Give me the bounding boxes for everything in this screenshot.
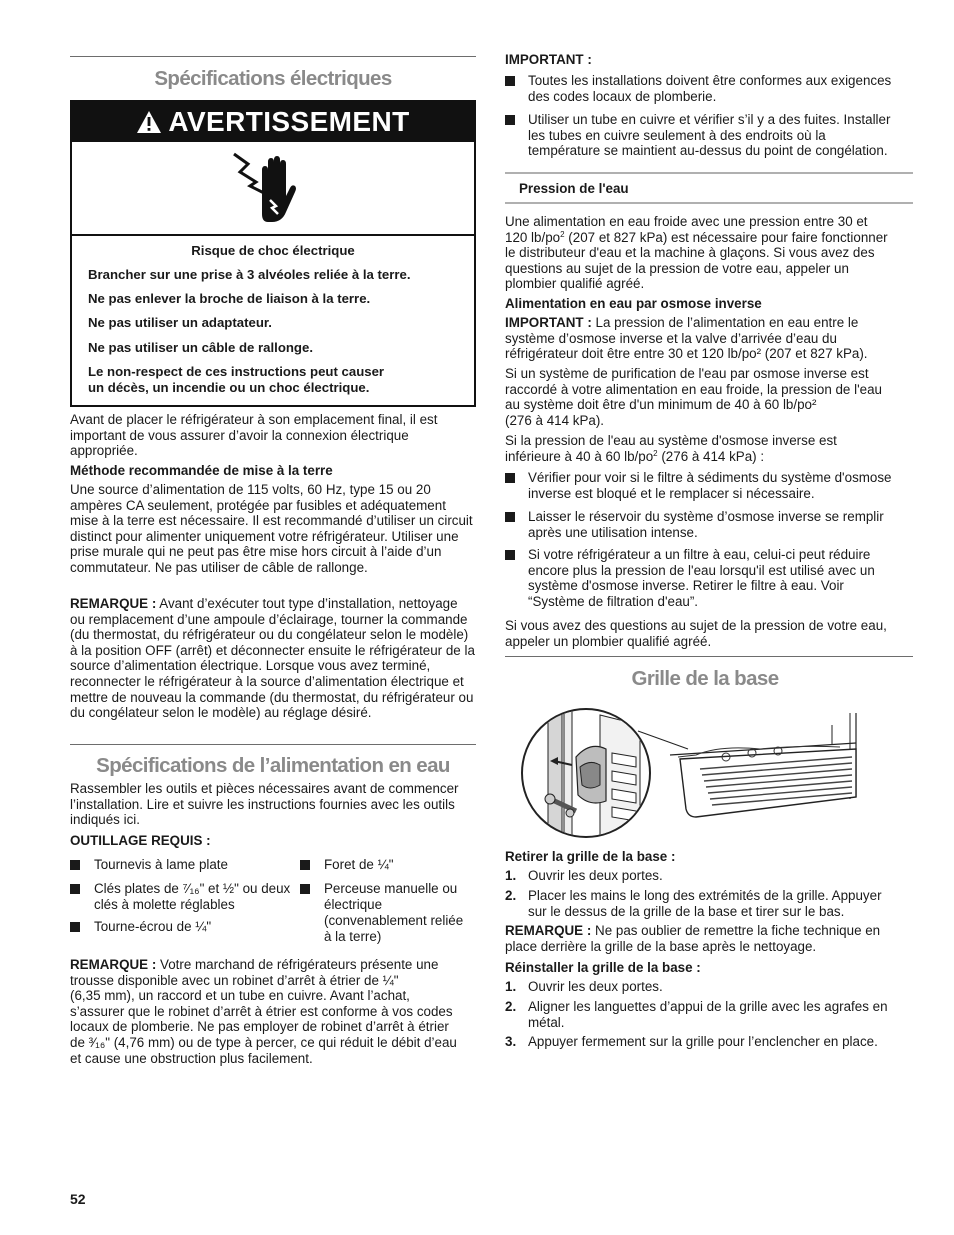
pressure-line: Une alimentation en eau froide avec une pression entre 30 et xyxy=(505,214,868,229)
important-bullet-line: Utiliser un tube en cuivre et vérifier s’il y a des fuites. Installer xyxy=(528,112,891,127)
osmosis-bullet-line: système d'osmose inverse. Retirer le filtre à eau. Voir xyxy=(528,578,844,594)
tool-item: Clés plates de ⁷⁄₁₆" et ½" ou deux xyxy=(94,881,291,896)
osmosis-bullet-line: encore plus la pression de l'eau lorsqu'il est utilisé avec un xyxy=(528,562,875,578)
warning-line: Ne pas utiliser un adaptateur. xyxy=(88,315,272,330)
osmosis-line-text: (276 à 414 kPa) : xyxy=(661,448,765,464)
step-number: 1. xyxy=(505,979,517,994)
bullet xyxy=(505,512,515,522)
base-grille-illustration xyxy=(520,705,860,843)
page-number: 52 xyxy=(70,1191,86,1207)
step-text: Placer les mains le long des extrémités de la grille. Appuyer xyxy=(528,888,882,903)
pressure-line: 120 $lb/po^2$ (207 et 827 kPa) est nécessaire pour faire fonctionner xyxy=(505,229,888,245)
pressure-line: plombier qualifié agréé. xyxy=(505,276,645,292)
important-bullet-line: les tubes en cuivre seulement à des endroits où la xyxy=(528,127,826,143)
important-bullet-line: température se maintient au-dessus du point de congélation. xyxy=(528,143,888,159)
osmosis-line: inférieure à 40 à 60 $lb/po^2$ (276 à 414 kPa) : xyxy=(505,448,765,464)
osmosis-bullet-line: après une utilisation intense. xyxy=(528,524,698,540)
remark-2-line: et cause une obstruction plus facilement. xyxy=(70,1050,313,1066)
tool-item: Tourne-écrou de ¼" xyxy=(94,919,212,934)
warning-box xyxy=(70,100,476,407)
electrical-intro: Avant de placer le réfrigérateur à son emplacement final, il est important de vous assurer d’avoir la connexion électrique appropriée. xyxy=(70,412,438,459)
step-number: 3. xyxy=(505,1034,517,1049)
osmosis-bullet-line: inverse est bloqué et le remplacer si nécessaire. xyxy=(528,485,815,501)
remark-3-text: Ne pas oublier de remettre la fiche technique en xyxy=(595,923,881,938)
osmosis-important-line: réfrigérateur doit être entre 30 et 120 lb/po² (207 et 827 kPa). xyxy=(505,346,868,362)
osmosis-important-label: IMPORTANT : xyxy=(505,315,592,330)
step-text: Ouvrir les deux portes. xyxy=(528,979,663,994)
tools-heading: OUTILLAGE REQUIS : xyxy=(70,833,211,848)
warning-icon-area xyxy=(72,142,474,236)
bullet xyxy=(300,860,310,870)
osmosis-important-line: système d’osmose inverse et la valve d’arrivée d’eau du xyxy=(505,330,837,346)
pressure-line: le distributeur d'eau et la machine à glaçons. Si vous avez des xyxy=(505,245,875,261)
tool-item: (convenablement reliée xyxy=(324,913,464,928)
warning-triangle-icon xyxy=(136,105,162,145)
reinstall-grille-heading: Réinstaller la grille de la base : xyxy=(505,960,701,975)
osmosis-bullet-line: “Système de filtration d'eau”. xyxy=(528,593,699,609)
osmosis-line: Si la pression de l'eau au système d'osmose inverse est xyxy=(505,433,837,448)
pressure-line-text: (207 et 827 kPa) est nécessaire pour faire fonctionner xyxy=(568,229,888,245)
remark-2-line: s’assurer que le robinet d’arrêt à étrier est conforme à vos codes xyxy=(70,1003,453,1019)
tool-item: Tournevis à lame plate xyxy=(94,857,228,872)
important-heading: IMPORTANT : xyxy=(505,52,592,67)
osmosis-important-text: La pression de l’alimentation en eau entre le xyxy=(595,315,859,330)
step-text: Appuyer fermement sur la grille pour l’enclencher en place. xyxy=(528,1034,878,1049)
tool-item: à la terre) xyxy=(324,929,382,944)
bullet xyxy=(70,884,80,894)
pressure-rule-top xyxy=(505,172,913,174)
bullet xyxy=(70,922,80,932)
water-intro: Rassembler les outils et pièces nécessaires avant de commencer l’installation. Lire et suivre les instructions fournies avec les outils indiqués ici. xyxy=(70,781,459,828)
bullet xyxy=(70,860,80,870)
osmosis-end-line: appeler un plombier qualifié agréé. xyxy=(505,633,712,649)
base-grille-heading: Grille de la base xyxy=(631,667,779,690)
warning-line: Ne pas utiliser un câble de rallonge. xyxy=(88,340,313,355)
remark-3-label: REMARQUE : xyxy=(505,923,592,938)
step-number: 1. xyxy=(505,868,517,883)
bullet xyxy=(300,884,310,894)
electrical-specs-heading: Spécifications électriques xyxy=(154,67,392,90)
osmosis-line: Si un système de purification de l'eau par osmose inverse est xyxy=(505,366,869,381)
electric-shock-hand-icon xyxy=(232,150,302,230)
tool-item: Foret de ¼" xyxy=(324,857,394,872)
warning-line: Le non-respect de ces instructions peut causer xyxy=(88,364,385,379)
bullet xyxy=(505,550,515,560)
warning-line: un décès, un incendie ou un choc électrique. xyxy=(88,380,370,395)
osmosis-important-line xyxy=(505,315,858,331)
bullet xyxy=(505,76,515,86)
step-number: 2. xyxy=(505,999,517,1014)
pressure-rule-bottom xyxy=(505,202,913,204)
pressure-line: questions au sujet de la pression de votre eau, appeler un xyxy=(505,260,849,276)
grille-rule xyxy=(505,656,913,657)
remark-1-text: Avant d’exécuter tout type d’installation, nettoyage ou remplacement d’une ampoule d’éclairage, tourner la commande (du thermostat, du réfrigérateur ou du congélateur selon le modèle) à la position OFF (arrêt) et déconnecter ensuite le réfrigérateur de la source d’alimentation électrique. Lorsque vous avez terminé, reconnecter le réfrigérateur à la source d’alimentation électrique et mettre de nouveau la commande (du thermostat, du réfrigérateur ou du congélateur selon le modèle) au réglage désiré. xyxy=(70,596,475,721)
remark-2-label: REMARQUE : xyxy=(70,957,157,972)
step-text: métal. xyxy=(528,1014,565,1030)
osmosis-heading: Alimentation en eau par osmose inverse xyxy=(505,296,762,311)
warning-line: Brancher sur une prise à 3 alvéoles reliée à la terre. xyxy=(88,267,411,282)
step-number: 2. xyxy=(505,888,517,903)
remark-2-line: locaux de plomberie. Ne pas employer de robinet d’arrêt à étrier xyxy=(70,1019,449,1035)
tool-item: électrique xyxy=(324,897,383,912)
pressure-unit: 120 lb/po xyxy=(505,229,561,245)
osmosis-bullet-line: Si votre réfrigérateur a un filtre à eau, celui-ci peut réduire xyxy=(528,547,871,562)
remark-2-line: de ³⁄₁₆" (4,76 mm) ou de type à percer, ce qui réduit le débit d’eau xyxy=(70,1035,457,1050)
important-bullet-line: Toutes les installations doivent être conformes aux exigences xyxy=(528,73,892,88)
top-rule xyxy=(70,56,476,57)
remark-3-line: place derrière la grille de la base après le nettoyage. xyxy=(505,938,817,954)
step-text: Ouvrir les deux portes. xyxy=(528,868,663,883)
remark-3-line xyxy=(505,923,880,939)
osmosis-end-line: Si vous avez des questions au sujet de la pression de votre eau, xyxy=(505,618,887,633)
water-pressure-heading: Pression de l'eau xyxy=(519,181,629,196)
remark-2-line: trousse disponible avec un robinet d’arrêt à étrier de ¼" xyxy=(70,972,399,988)
remark-1 xyxy=(70,596,476,721)
warning-line: Ne pas enlever la broche de liaison à la terre. xyxy=(88,291,371,306)
remark-2-line: Votre marchand de réfrigérateurs présente une xyxy=(160,957,439,972)
bullet xyxy=(505,115,515,125)
step-text: sur le dessus de la grille de la base et tirer sur le bas. xyxy=(528,903,845,919)
warning-line: Risque de choc électrique xyxy=(191,243,355,258)
warning-title: AVERTISSEMENT xyxy=(168,106,410,137)
water-rule xyxy=(70,744,476,745)
osmosis-line: (276 à 414 kPa). xyxy=(505,412,605,428)
water-specs-heading: Spécifications de l’alimentation en eau xyxy=(96,754,450,777)
bullet xyxy=(505,473,515,483)
warning-header xyxy=(72,102,474,142)
grounding-method-text: Une source d’alimentation de 115 volts, 60 Hz, type 15 ou 20 ampères CA seulement, protégée par fusibles et adéquatement mise à la terre est nécessaire. Il est recommandé d’utiliser un circuit distinct pour alimenter uniquement votre réfrigérateur. Utiliser une prise murale qui ne peut pas être mise hors circuit à l’aide d’un commutateur. Ne pas utiliser de câble de rallonge. xyxy=(70,482,473,575)
grounding-method-heading: Méthode recommandée de mise à la terre xyxy=(70,463,333,478)
tool-item: clés à molette réglables xyxy=(94,897,235,912)
osmosis-line: raccordé à votre alimentation en eau froide, la pression de l'eau xyxy=(505,381,882,397)
remark-1-label: REMARQUE : xyxy=(70,596,157,611)
important-bullet-line: des codes locaux de plomberie. xyxy=(528,88,717,104)
remark-2-line: (6,35 mm), un raccord et un tube en cuivre. Avant l’achat, xyxy=(70,988,410,1004)
osmosis-line-prefix: inférieure à 40 à 60 lb/po xyxy=(505,448,654,464)
osmosis-bullet-line: Laisser le réservoir du système d’osmose inverse se remplir xyxy=(528,509,884,524)
remove-grille-heading: Retirer la grille de la base : xyxy=(505,849,676,864)
tool-item: Perceuse manuelle ou xyxy=(324,881,458,896)
osmosis-bullet-line: Vérifier pour voir si le filtre à sédiments du système d'osmose xyxy=(528,470,892,485)
step-text: Aligner les languettes d’appui de la grille avec les agrafes en xyxy=(528,999,888,1014)
osmosis-line: au système doit être d'un minimum de 40 à 60 lb/po² xyxy=(505,397,817,413)
